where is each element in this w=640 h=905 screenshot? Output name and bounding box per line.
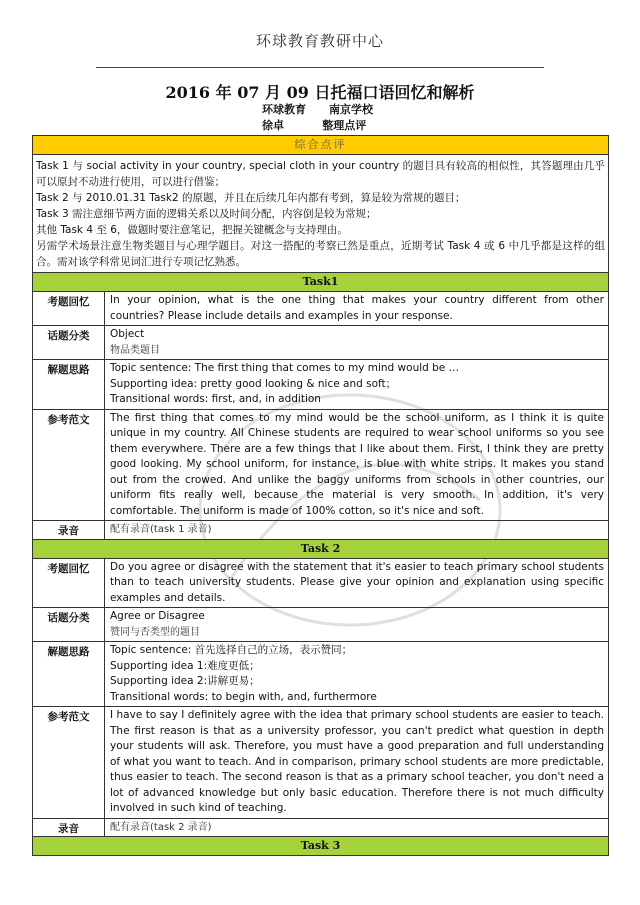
approach-line: Transitional words: to begin with, and, furthermore [110, 690, 377, 703]
task2-sample: I have to say I definitely agree with the idea that primary school students are easier to teach. The first reason is that as a university professor, you can't predict what question in depth your students will ask. Therefore, you must have a good preparation and full understanding of what you want to teach. And in comparison, primary school students are more predictable, thus easier to teach. The second reason is that as a primary school teacher, you don't need a lot of advanced knowledge but only basic education. Therefore there is not much difficulty involved in such kind of teaching. [110, 709, 604, 814]
category-label: 话题分类 [33, 326, 105, 359]
byline-author: 徐卓 整理点评 [262, 119, 367, 132]
task1-sample-row [33, 410, 608, 522]
task1-recall: In your opinion, what is the one thing that makes your country different from other countries? Please include details and examples in your response. [110, 294, 604, 322]
recall-label: 考题回忆 [33, 559, 105, 608]
document-table [32, 135, 609, 856]
recall-label: 考题回忆 [33, 292, 105, 325]
approach-line: Transitional words: first, and, in addition [110, 393, 321, 405]
approach-line: Topic sentence: The first thing that comes to my mind would be … [110, 362, 460, 374]
byline-school: 环球教育 南京学校 [262, 103, 373, 116]
task1-heading: Task1 [33, 273, 608, 292]
document-title: 2016 年 07 月 09 日托福口语回忆和解析 [165, 83, 475, 102]
task2-heading: Task 2 [33, 540, 608, 559]
task1-audio: 配有录音(task 1 录音) [110, 524, 212, 535]
task1-approach [105, 360, 608, 409]
category-cn: 物品类题目 [110, 344, 160, 356]
summary-line: Task 1 与 social activity in your country, special cloth in your country 的题目具有较高的相似性，其答题理由几乎可以原封不动进行使用，可以进行借鉴； [36, 160, 605, 188]
task1-category [105, 326, 608, 359]
task2-audio: 配有录音(task 2 录音) [110, 821, 212, 833]
summary-line: 另需学术场景注意生物类题目与心理学题目。对这一搭配的考察已然是重点，近期考试 Task 4 或 6 中几乎都是这样的组合。需对该学科常见词汇进行专项记忆熟悉。 [36, 240, 605, 268]
audio-label: 录音 [33, 521, 105, 539]
sample-label: 参考范文 [33, 707, 105, 818]
approach-line: Supporting idea 2:讲解更易； [110, 675, 260, 687]
task1-approach-row [33, 360, 608, 410]
task1-sample: The first thing that comes to my mind would be the school uniform, as I think it is quite unique in my country. All Chinese students are required to wear school uniforms so you see them everywhere. There are a few things that I like about them. First, I think they are pretty good looking. My school uniform, for instance, is blue with white strips. It makes you stand out from the crowed. And unlike the baggy uniforms from schools in other countries, our uniform fits really well, because the material is very smooth. In addition, it's very comfortable. The uniform is made of 100% cotton, so it's nice and soft. [110, 411, 604, 517]
task2-sample-row [33, 707, 608, 819]
task2-recall-row [33, 559, 608, 609]
approach-label: 解题思路 [33, 360, 105, 409]
approach-line: Supporting idea: pretty good looking & nice and soft； [110, 377, 397, 390]
task2-recall: Do you agree or disagree with the statement that it's easier to teach primary school students than to teach university students. Please give your opinion and explanation using specific examples and details. [110, 560, 604, 604]
sample-label: 参考范文 [33, 410, 105, 521]
category-en: Object [110, 328, 145, 340]
task2-approach-row [33, 642, 608, 707]
audio-label: 录音 [33, 819, 105, 837]
header-divider [96, 67, 544, 68]
task2-category-row [33, 608, 608, 642]
task2-category [105, 608, 608, 641]
summary-body [33, 155, 608, 273]
category-en: Agree or Disagree [110, 610, 205, 622]
task3-heading: Task 3 [33, 837, 608, 855]
approach-line: Topic sentence: 首先选择自己的立场，表示赞同； [110, 644, 353, 656]
approach-label: 解题思路 [33, 642, 105, 706]
summary-line: Task 2 与 2010.01.31 Task2 的原题，并且在后续几年内都有考到，算是较为常规的题目； [36, 192, 466, 204]
summary-heading: 综合点评 [33, 136, 608, 155]
task1-category-row [33, 326, 608, 360]
task1-audio-row [33, 521, 608, 540]
org-title: 环球教育教研中心 [255, 32, 384, 50]
task1-recall-row [33, 292, 608, 326]
approach-line: Supporting idea 1:难度更低； [110, 659, 260, 672]
summary-line: 其他 Task 4 至 6，做题时要注意笔记，把握关键概念与支持理由。 [36, 224, 348, 236]
summary-line: Task 3 需注意细节两方面的逻辑关系以及时间分配，内容倒是较为常规； [36, 208, 377, 220]
task2-approach [105, 642, 608, 706]
category-cn: 赞同与否类型的题目 [110, 626, 200, 638]
task2-audio-row [33, 819, 608, 838]
category-label: 话题分类 [33, 608, 105, 641]
